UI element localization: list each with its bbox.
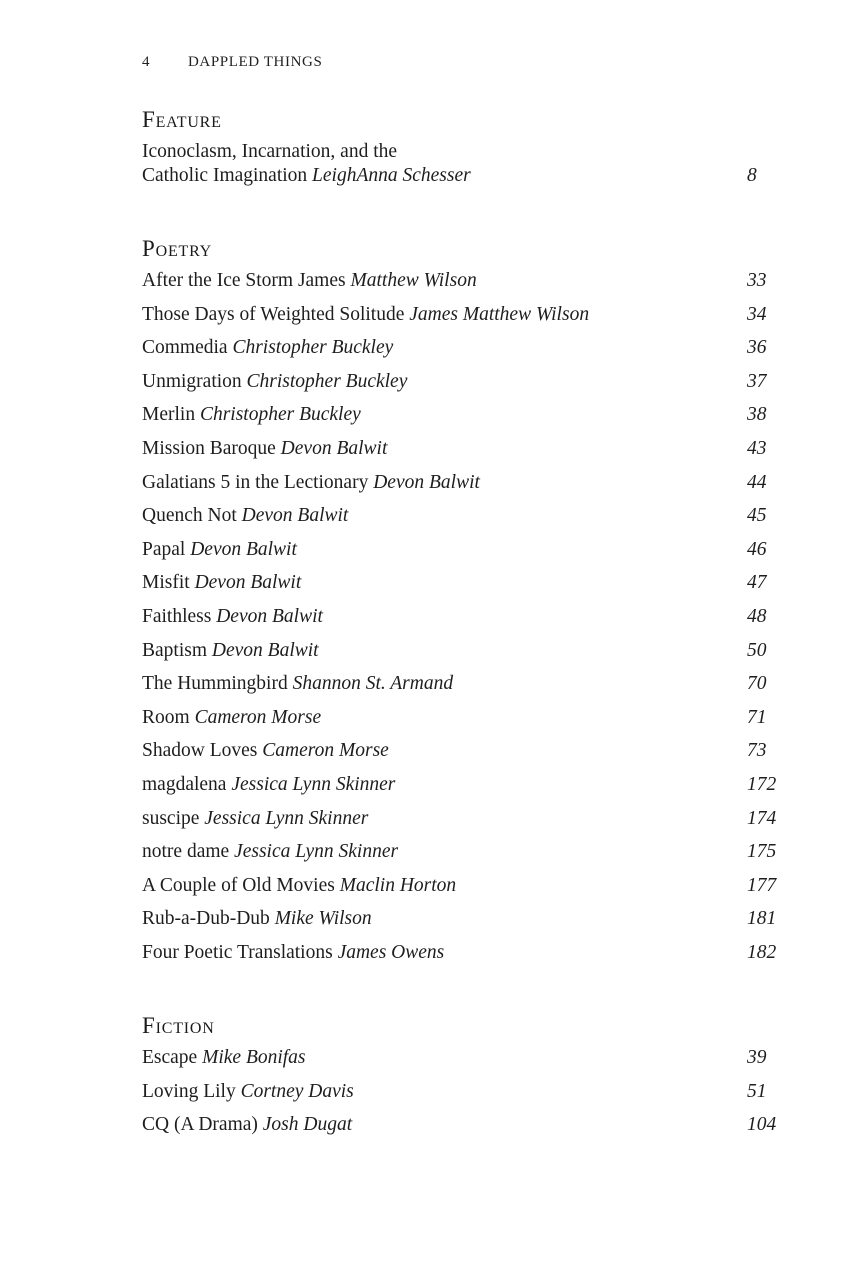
entry-page: 33 [747, 270, 767, 291]
toc-entry [142, 403, 782, 437]
toc-entry [142, 370, 782, 404]
entry-page: 175 [747, 841, 777, 863]
entry-author: Shannon St. Armand [292, 673, 454, 695]
entry-page: 44 [747, 471, 767, 493]
entry-author: Christopher Buckley [199, 404, 361, 426]
entry-author: Christopher Buckley [246, 370, 408, 392]
entry-author: Jessica Lynn Skinner [204, 807, 369, 829]
entry-title: Four Poetic Translations [142, 941, 333, 963]
toc-entry [142, 336, 782, 370]
toc-entry [142, 672, 782, 706]
toc-entry [142, 571, 782, 605]
toc-entry [142, 303, 782, 337]
entry-title: suscipe [142, 807, 200, 829]
running-head-title: DAPPLED THINGS [188, 54, 323, 70]
entry-title: Papal [142, 538, 186, 560]
entry-page: 36 [747, 337, 767, 359]
entry-author: Devon Balwit [241, 505, 349, 527]
entry-page: 104 [747, 1114, 777, 1136]
entry-page: 51 [747, 1080, 767, 1102]
entry-title: Loving Lily [142, 1080, 236, 1102]
entry-page: 181 [747, 908, 777, 930]
entry-page: 37 [747, 370, 767, 392]
toc-entry [142, 538, 782, 572]
feature-page-number: 8 [747, 165, 757, 186]
section-heading-fiction: Fiction [142, 1013, 215, 1038]
fiction-section [142, 1012, 782, 1147]
toc-entry [142, 1080, 782, 1114]
feature-title-line2: Catholic Imagination [142, 165, 308, 186]
entry-page: 73 [747, 740, 767, 762]
toc-entry [142, 941, 782, 975]
entry-author: Mike Bonifas [202, 1047, 306, 1068]
entry-title: Those Days of Weighted Solitude [142, 303, 405, 325]
entry-author: Josh Dugat [262, 1114, 353, 1136]
entry-page: 50 [747, 639, 767, 661]
entry-title: Merlin [142, 404, 196, 426]
entry-page: 46 [747, 538, 767, 560]
entry-title: Commedia [142, 337, 228, 359]
entry-author: Mike Wilson [274, 908, 372, 930]
feature-section [142, 106, 782, 188]
page-number: 4 [142, 54, 151, 70]
entry-page: 172 [747, 773, 777, 795]
entry-page: 34 [747, 303, 767, 325]
feature-entry [142, 140, 782, 188]
entry-title: Shadow Loves [142, 740, 258, 762]
entry-author: Matthew Wilson [350, 270, 477, 291]
fiction-list [142, 1046, 782, 1147]
feature-title-line1: Iconoclasm, Incarnation, and the [142, 141, 398, 162]
entry-title: CQ (A Drama) [142, 1114, 258, 1136]
entry-author: Jessica Lynn Skinner [234, 841, 399, 863]
entry-author: Jessica Lynn Skinner [231, 773, 396, 795]
toc-entry [142, 907, 782, 941]
toc-entry [142, 471, 782, 505]
entry-page: 70 [747, 673, 767, 695]
toc-entry [142, 706, 782, 740]
toc-entry [142, 773, 782, 807]
entry-author: Maclin Horton [339, 874, 457, 896]
entry-author: Devon Balwit [194, 572, 302, 594]
entry-author: James Owens [337, 941, 445, 963]
entry-author: Devon Balwit [280, 437, 388, 459]
entry-title: Galatians 5 in the Lectionary [142, 471, 369, 493]
toc-entry [142, 269, 782, 303]
entry-page: 182 [747, 941, 777, 963]
section-heading-feature: Feature [142, 107, 222, 132]
toc-entry [142, 605, 782, 639]
toc-entry [142, 1113, 782, 1147]
entry-title: After the Ice Storm James [142, 270, 346, 291]
entry-author: Devon Balwit [211, 639, 319, 661]
entry-title: notre dame [142, 841, 230, 863]
toc-entry [142, 807, 782, 841]
entry-title: Room [142, 706, 190, 728]
entry-page: 47 [747, 572, 767, 594]
entry-author: Devon Balwit [190, 538, 297, 560]
entry-page: 39 [747, 1047, 767, 1068]
entry-title: Misfit [142, 572, 190, 594]
entry-title: Rub-a-Dub-Dub [142, 908, 270, 930]
entry-author: Cameron Morse [194, 706, 322, 728]
toc-entry [142, 874, 782, 908]
entry-page: 38 [747, 404, 767, 426]
toc-entry [142, 437, 782, 471]
toc-entry [142, 504, 782, 538]
poetry-section [142, 235, 782, 974]
entry-title: Faithless [142, 605, 212, 627]
entry-title: Unmigration [142, 370, 242, 392]
entry-page: 71 [747, 706, 767, 728]
entry-title: A Couple of Old Movies [142, 874, 335, 896]
entry-author: Christopher Buckley [232, 337, 394, 359]
entry-title: Mission Baroque [142, 437, 276, 459]
section-heading-poetry: Poetry [142, 236, 213, 261]
entry-title: Baptism [142, 639, 208, 661]
toc-entry [142, 840, 782, 874]
entry-author: Devon Balwit [373, 471, 480, 493]
entry-page: 48 [747, 605, 767, 627]
entry-author: James Matthew Wilson [409, 303, 590, 325]
running-head [142, 54, 322, 71]
entry-title: Quench Not [142, 505, 237, 527]
entry-title: magdalena [142, 773, 227, 795]
toc-entry [142, 639, 782, 673]
entry-page: 177 [747, 874, 777, 896]
entry-title: The Hummingbird [142, 673, 288, 695]
entry-author: Cortney Davis [240, 1080, 354, 1102]
toc-entry [142, 1046, 782, 1080]
feature-author: LeighAnna Schesser [312, 165, 471, 186]
poetry-list [142, 269, 782, 974]
entry-author: Cameron Morse [262, 740, 389, 762]
toc-entry [142, 739, 782, 773]
entry-author: Devon Balwit [216, 605, 323, 627]
entry-title: Escape [142, 1047, 198, 1068]
entry-page: 43 [747, 437, 767, 459]
entry-page: 45 [747, 505, 767, 527]
entry-page: 174 [747, 807, 777, 829]
